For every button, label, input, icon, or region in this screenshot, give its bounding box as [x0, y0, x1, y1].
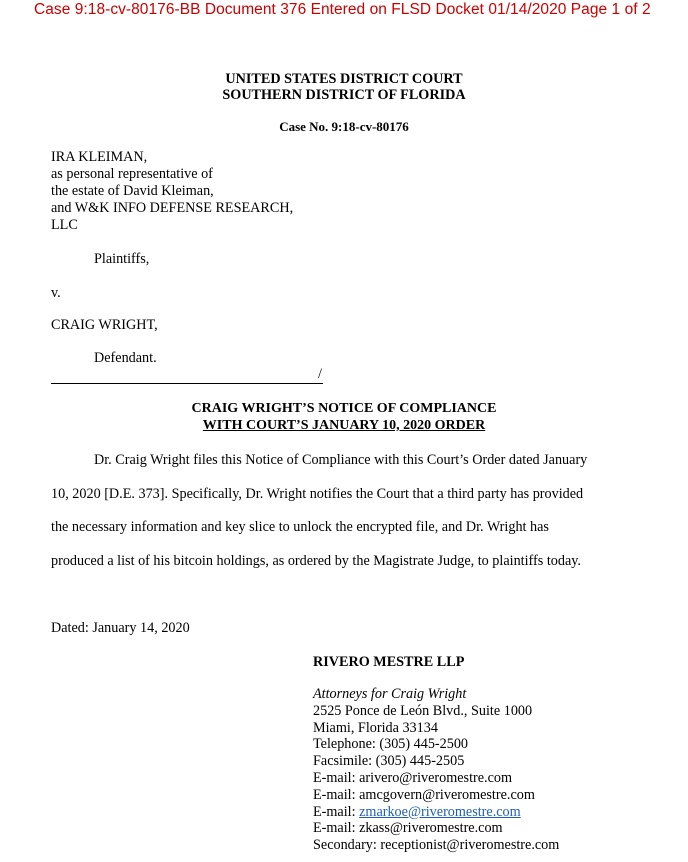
email-label: E-mail:: [313, 820, 360, 837]
notice-title-line1: CRAIG WRIGHT’S NOTICE OF COMPLIANCE: [191, 401, 497, 416]
email-row: [313, 787, 559, 804]
email-label: E-mail:: [313, 803, 360, 820]
notice-title-line2: WITH COURT’S JANUARY 10, 2020 ORDER: [202, 418, 486, 433]
email-link[interactable]: amcgovern@riveromestre.com: [359, 786, 535, 803]
caption-signature-line: [51, 383, 323, 384]
body-line: 10, 2020 [D.E. 373]. Specifically, Dr. Wright notifies the Court that a third party has provided: [51, 486, 584, 502]
dated-line: Dated: January 14, 2020: [51, 620, 190, 636]
plaintiff-line: as personal representative of: [51, 166, 213, 182]
defendant-name: CRAIG WRIGHT,: [51, 317, 158, 333]
versus-label: v.: [51, 285, 61, 301]
body-line: the necessary information and key slice to unlock the encrypted file, and Dr. Wright has: [51, 519, 549, 535]
plaintiff-line: the estate of David Kleiman,: [51, 183, 214, 199]
plaintiff-line: IRA KLEIMAN,: [51, 149, 148, 165]
court-name-line2: SOUTHERN DISTRICT OF FLORIDA: [222, 87, 466, 103]
court-name-line1: UNITED STATES DISTRICT COURT: [225, 71, 463, 87]
law-firm-name: RIVERO MESTRE LLP: [313, 654, 465, 670]
address-line1: 2525 Ponce de León Blvd., Suite 1000: [313, 702, 533, 719]
email-link[interactable]: arivero@riveromestre.com: [359, 769, 513, 786]
plaintiff-line: LLC: [51, 217, 78, 233]
address-line2: Miami, Florida 33134: [313, 719, 438, 736]
body-line: Dr. Craig Wright files this Notice of Compliance with this Court’s Order dated January: [94, 452, 588, 468]
attorneys-for: Attorneys for Craig Wright: [313, 686, 467, 702]
case-number: Case No. 9:18-cv-80176: [279, 119, 409, 134]
docket-header-stamp: Case 9:18-cv-80176-BB Document 376 Entered on FLSD Docket 01/14/2020 Page 1 of 2: [34, 1, 651, 18]
email-row: [313, 770, 559, 787]
facsimile: Facsimile: (305) 445-2505: [313, 753, 465, 770]
defendant-label: Defendant.: [94, 350, 157, 366]
plaintiff-caption: [51, 149, 293, 234]
email-link[interactable]: zmarkoe@riveromestre.com: [359, 803, 521, 820]
email-row: [313, 820, 559, 837]
email-row: [313, 804, 559, 821]
plaintiffs-label: Plaintiffs,: [94, 251, 150, 267]
caption-slash: /: [318, 366, 322, 382]
email-label: E-mail:: [313, 769, 360, 786]
email-label: E-mail:: [313, 786, 360, 803]
signature-block: [313, 686, 559, 854]
body-line: produced a list of his bitcoin holdings, as ordered by the Magistrate Judge, to plaintiffs today.: [51, 553, 581, 569]
secondary-email-link[interactable]: receptionist@riveromestre.com: [380, 837, 560, 854]
telephone: Telephone: (305) 445-2500: [313, 736, 469, 753]
secondary-label: Secondary:: [313, 837, 381, 854]
plaintiff-line: and W&K INFO DEFENSE RESEARCH,: [51, 200, 294, 216]
secondary-email-row: [313, 837, 559, 854]
email-link[interactable]: zkass@riveromestre.com: [359, 820, 503, 837]
